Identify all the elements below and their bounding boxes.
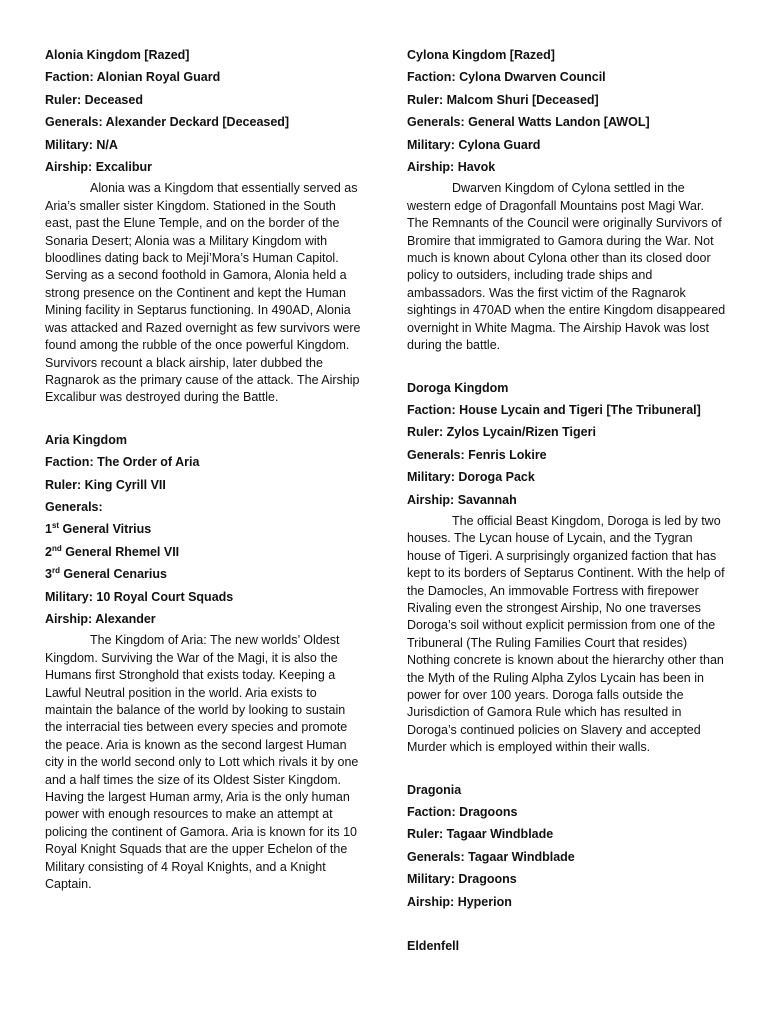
generals-line: Generals: Alexander Deckard [Deceased] — [45, 115, 290, 130]
ruler-line: Ruler: Tagaar Windblade — [407, 827, 554, 842]
general-name: General Vitrius — [59, 522, 152, 537]
faction-line: Faction: The Order of Aria — [45, 455, 200, 470]
left-column — [45, 44, 363, 915]
military-line: Military: Dragoons — [407, 872, 517, 887]
airship-line: Airship: Savannah — [407, 492, 517, 507]
ordinal-suffix: rd — [51, 566, 60, 575]
right-column — [407, 44, 727, 979]
kingdom-title: Cylona Kingdom [Razed] — [407, 48, 555, 62]
general-name: General Cenarius — [59, 567, 167, 582]
general-ordinal: 2 — [45, 544, 52, 559]
military-line: Military: Cylona Guard — [407, 137, 541, 152]
kingdom-description: The Kingdom of Aria: The new worlds’ Oldest Kingdom. Surviving the War of the Magi, it is also the Humans first Stronghold that exists today. Keeping a Lawful Neutral position in the world. Aria exists to maintain the balance of the world by looking to sustain the interracial ties between every species and promote the peace. Aria is known as the second largest Human city in the world second only to Lott which rivals it by one and a half times the size of its Oldest Sister Kingdom. Having the largest Human army, Aria is the only human power with enough resources to make an attempt at policing the continent of Gamora. Aria is known for its 10 Royal Knight Squads that are the upper Echelon of the Military consisting of 4 Royal Knights, and a Knight Captain. — [45, 633, 359, 892]
airship-line: Airship: Excalibur — [45, 160, 152, 175]
airship-line: Airship: Alexander — [45, 611, 156, 626]
general-third — [45, 563, 363, 585]
generals-line: Generals: Tagaar Windblade — [407, 849, 575, 864]
general-first — [45, 518, 363, 540]
generals-line: Generals: Fenris Lokire — [407, 447, 547, 462]
airship-line: Airship: Havok — [407, 160, 496, 175]
kingdom-title: Dragonia — [407, 782, 462, 797]
kingdom-entry-eldenfell — [407, 935, 727, 957]
military-line: Military: 10 Royal Court Squads — [45, 589, 234, 604]
kingdom-entry-aria — [45, 429, 363, 894]
kingdom-title: Doroga Kingdom — [407, 380, 509, 395]
ordinal-suffix: nd — [51, 543, 62, 553]
generals-line: Generals: General Watts Landon [AWOL] — [407, 115, 650, 130]
faction-line: Faction: Cylona Dwarven Council — [407, 70, 606, 85]
ruler-line: Ruler: Zylos Lycain/Rizen Tigeri — [407, 425, 596, 440]
faction-line: Faction: House Lycain and Tigeri [The Tribuneral] — [407, 402, 701, 417]
kingdom-entry-alonia — [45, 44, 363, 407]
faction-line: Faction: Alonian Royal Guard — [45, 70, 221, 85]
kingdom-description: Dwarven Kingdom of Cylona settled in the western edge of Dragonfall Mountains post Magi War. The Remnants of the Council were originally Survivors of Bromire that immigrated to Gamora during the War. Not much is known about Cylona other than its closed door policy to outsiders, including trade ships and ambassadors. Was the first victim of the Ragnarok sightings in 470AD when the entire Kingdom disappeared overnight in White Magma. The Airship Havok was lost during the battle. — [407, 181, 726, 353]
kingdom-entry-doroga — [407, 377, 727, 757]
kingdom-entry-dragonia — [407, 779, 727, 913]
ruler-line: Ruler: Malcom Shuri [Deceased] — [407, 92, 599, 107]
faction-line: Faction: Dragoons — [407, 805, 518, 820]
airship-line: Airship: Hyperion — [407, 894, 512, 909]
general-name: General Rhemel VII — [61, 544, 180, 559]
general-second — [45, 541, 363, 563]
general-ordinal: 1 — [45, 522, 52, 537]
kingdom-description: The official Beast Kingdom, Doroga is led by two houses. The Lycan house of Lycain, and the Tygran house of Tigeri. A surprisingly organized faction that has kept to its borders of Septarus Continent. With the help of the Damocles, An immovable Fortress with firepower Rivaling even the strongest Airship, No one traverses Doroga’s soil without explicit permission from one of the Tribuneral (The Ruling Families Court that resides) Nothing concrete is known about the hierarchy other than the Myth of the Ruling Alpha Zylos Lycain has been in power for over 100 years. Doroga falls outside the Jurisdiction of Gamora Rule which has resulted in Doroga’s continued policies on Slavery and accepted Murder which is employed within their walls. — [407, 513, 725, 755]
ordinal-suffix: st — [51, 521, 60, 531]
ruler-line: Ruler: Deceased — [45, 92, 143, 107]
kingdom-entry-cylona — [407, 44, 727, 355]
kingdom-title: Alonia Kingdom [Razed] — [45, 48, 190, 62]
general-ordinal: 3 — [45, 567, 52, 582]
kingdom-description: Alonia was a Kingdom that essentially served as Aria’s smaller sister Kingdom. Stationed in the South east, past the Elune Temple, and on the border of the Sonaria Desert; Alonia was a Military Kingdom with bloodlines dating back to Meji’Mora’s Human Capitol. Serving as a second foothold in Gamora, Alonia held a strong presence on the Continent and kept the Human Mining facility in Septarus functioning. In 490AD, Alonia was attacked and Razed overnight as few survivors were found among the rubble of the once powerful Kingdom. Survivors recount a black airship, later dubbed the Ragnarok as the primary cause of the attack. The Airship Excalibur was destroyed during the Battle. — [45, 181, 361, 405]
kingdom-title: Eldenfell — [407, 939, 460, 954]
generals-line: Generals: — [45, 499, 103, 514]
ruler-line: Ruler: King Cyrill VII — [45, 477, 166, 492]
kingdom-title: Aria Kingdom — [45, 432, 127, 447]
military-line: Military: Doroga Pack — [407, 470, 535, 485]
military-line: Military: N/A — [45, 137, 118, 152]
